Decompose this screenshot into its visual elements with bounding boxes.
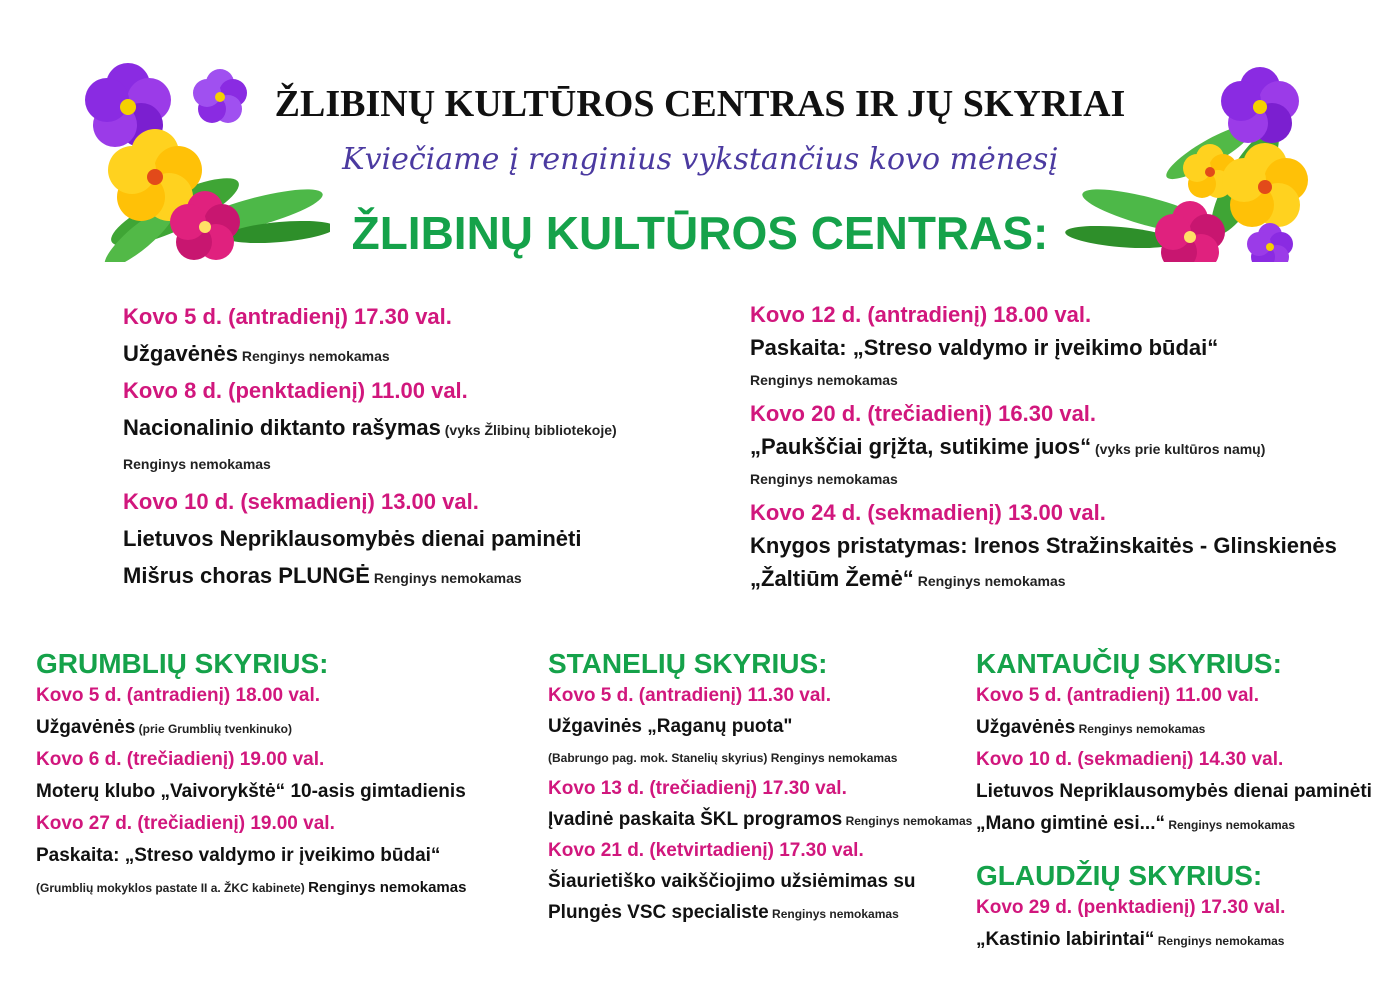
event-date bbox=[548, 773, 972, 804]
event-title-text: Šiaurietiško vaikščiojimo užsiėmimas su bbox=[548, 871, 916, 892]
event-title-text: Lietuvos Nepriklausomybės dienai paminėti bbox=[123, 526, 582, 551]
grumbliu-section bbox=[36, 648, 466, 904]
event-title bbox=[36, 840, 466, 872]
grumbliu-heading: GRUMBLIŲ SKYRIUS: bbox=[36, 648, 329, 679]
event-date bbox=[750, 397, 1337, 430]
event-title-text: Moterų klubo „Vaivorykštė“ 10-asis gimtadienis bbox=[36, 781, 466, 802]
event-title-text: Užgavėnės bbox=[123, 341, 238, 366]
event-date-text: Kovo 13 d. (trečiadienį) 17.30 val. bbox=[548, 778, 847, 799]
event-note: Renginys nemokamas bbox=[768, 907, 899, 921]
event-note: Renginys nemokamas bbox=[237, 348, 390, 364]
event-note-line bbox=[750, 364, 1337, 397]
page-title: ŽLIBINŲ KULTŪROS CENTRAS IR JŲ SKYRIAI bbox=[274, 83, 1126, 125]
event-note: (Grumblių mokyklos pastate II a. ŽKC kabinete) bbox=[36, 881, 309, 895]
event-date bbox=[123, 372, 617, 409]
event-free-label: Renginys nemokamas bbox=[308, 879, 467, 896]
event-date bbox=[548, 680, 972, 711]
event-date-text: Kovo 24 d. (sekmadienį) 13.00 val. bbox=[750, 500, 1106, 525]
event-title bbox=[123, 520, 617, 557]
event-note: (vyks prie kultūros namų) bbox=[1091, 441, 1266, 457]
event-note: Renginys nemokamas bbox=[123, 456, 271, 472]
event-date-text: Kovo 5 d. (antradienį) 11.30 val. bbox=[548, 685, 831, 706]
event-title bbox=[548, 897, 972, 928]
event-title-text: „Paukščiai grįžta, sutikime juos“ bbox=[750, 434, 1092, 459]
event-title bbox=[123, 557, 617, 594]
event-date-text: Kovo 8 d. (penktadienį) 11.00 val. bbox=[123, 378, 468, 403]
page-subtitle: Kviečiame į renginius vykstančius kovo mėnesį bbox=[342, 142, 1058, 177]
event-date-text: Kovo 21 d. (ketvirtadienį) 17.30 val. bbox=[548, 840, 864, 861]
event-title-text: Užgavėnės bbox=[976, 717, 1076, 738]
main-events-left bbox=[123, 298, 617, 594]
event-date bbox=[36, 680, 466, 712]
event-title bbox=[976, 924, 1285, 956]
event-note: Renginys nemokamas bbox=[369, 570, 522, 586]
event-date bbox=[750, 496, 1337, 529]
event-date-text: Kovo 20 d. (trečiadienį) 16.30 val. bbox=[750, 401, 1097, 426]
event-title bbox=[750, 430, 1337, 463]
event-title-text: „Žaltiūm Žemė“ bbox=[750, 566, 914, 591]
event-note: Renginys nemokamas bbox=[1164, 818, 1296, 832]
glaudziu-section bbox=[976, 860, 1285, 956]
event-title-text: Užgavinės „Raganų puota" bbox=[548, 716, 793, 737]
event-title-text: „Mano gimtinė esi...“ bbox=[976, 813, 1165, 834]
kantauciu-section bbox=[976, 648, 1372, 840]
event-title bbox=[750, 331, 1337, 364]
event-date-text: Kovo 12 d. (antradienį) 18.00 val. bbox=[750, 302, 1092, 327]
event-date bbox=[750, 298, 1337, 331]
event-date-text: Kovo 10 d. (sekmadienį) 14.30 val. bbox=[976, 749, 1284, 770]
event-title-text: Knygos pristatymas: Irenos Stražinskaitės - Glinskienės bbox=[750, 533, 1337, 558]
event-date bbox=[123, 298, 617, 335]
event-title bbox=[976, 712, 1372, 744]
event-date bbox=[976, 680, 1372, 712]
event-title-text: Lietuvos Nepriklausomybės dienai paminėti bbox=[976, 781, 1372, 802]
event-date bbox=[123, 483, 617, 520]
staneliu-heading: STANELIŲ SKYRIUS: bbox=[548, 648, 828, 679]
glaudziu-heading: GLAUDŽIŲ SKYRIUS: bbox=[976, 860, 1263, 891]
event-date-text: Kovo 6 d. (trečiadienį) 19.00 val. bbox=[36, 749, 325, 770]
main-center-heading: ŽLIBINŲ KULTŪROS CENTRAS: bbox=[351, 207, 1049, 259]
event-title-text: Mišrus choras PLUNGĖ bbox=[123, 563, 370, 588]
event-date bbox=[36, 808, 466, 840]
event-title bbox=[548, 804, 972, 835]
event-note: Renginys nemokamas bbox=[1154, 934, 1285, 948]
event-title bbox=[123, 409, 617, 446]
event-title-text: „Kastinio labirintai“ bbox=[976, 929, 1155, 950]
event-note: (vyks Žlibinų bibliotekoje) bbox=[440, 422, 617, 438]
kantauciu-heading: KANTAUČIŲ SKYRIUS: bbox=[976, 648, 1282, 679]
event-date bbox=[976, 744, 1372, 776]
event-title-text: Plungės VSC specialiste bbox=[548, 902, 769, 923]
main-events-right bbox=[750, 298, 1337, 595]
event-title bbox=[123, 335, 617, 372]
event-title-text: Įvadinė paskaita ŠKL programos bbox=[548, 809, 843, 830]
event-title bbox=[36, 776, 466, 808]
event-date bbox=[976, 892, 1285, 924]
event-note-line bbox=[750, 463, 1337, 496]
event-title bbox=[976, 776, 1372, 808]
event-title bbox=[750, 529, 1337, 562]
event-title bbox=[548, 711, 972, 742]
event-note: Renginys nemokamas bbox=[750, 372, 898, 388]
event-title-text: Užgavėnės bbox=[36, 717, 136, 738]
event-note: Renginys nemokamas bbox=[750, 471, 898, 487]
event-date-text: Kovo 5 d. (antradienį) 17.30 val. bbox=[123, 304, 452, 329]
event-note-line bbox=[548, 742, 972, 773]
event-date-text: Kovo 5 d. (antradienį) 18.00 val. bbox=[36, 685, 321, 706]
event-note-line bbox=[123, 446, 617, 483]
event-date bbox=[36, 744, 466, 776]
event-date-text: Kovo 10 d. (sekmadienį) 13.00 val. bbox=[123, 489, 479, 514]
event-note: (prie Grumblių tvenkinuko) bbox=[135, 722, 292, 736]
event-note: Renginys nemokamas bbox=[842, 814, 973, 828]
event-title bbox=[976, 808, 1372, 840]
event-date-text: Kovo 27 d. (trečiadienį) 19.00 val. bbox=[36, 813, 335, 834]
event-title-text: Nacionalinio diktanto rašymas bbox=[123, 415, 441, 440]
staneliu-section bbox=[548, 648, 972, 928]
event-note-line bbox=[36, 872, 466, 904]
event-title bbox=[36, 712, 466, 744]
event-note: Renginys nemokamas bbox=[1075, 722, 1206, 736]
event-title bbox=[548, 866, 972, 897]
event-title-text: Paskaita: „Streso valdymo ir įveikimo būdai“ bbox=[36, 845, 441, 866]
event-date-text: Kovo 5 d. (antradienį) 11.00 val. bbox=[976, 685, 1259, 706]
event-note: Renginys nemokamas bbox=[913, 573, 1066, 589]
event-title-text: Paskaita: „Streso valdymo ir įveikimo būdai“ bbox=[750, 335, 1219, 360]
event-note: (Babrungo pag. mok. Stanelių skyrius) Renginys nemokamas bbox=[548, 751, 898, 765]
event-date-text: Kovo 29 d. (penktadienį) 17.30 val. bbox=[976, 897, 1286, 918]
event-date bbox=[548, 835, 972, 866]
event-title bbox=[750, 562, 1337, 595]
